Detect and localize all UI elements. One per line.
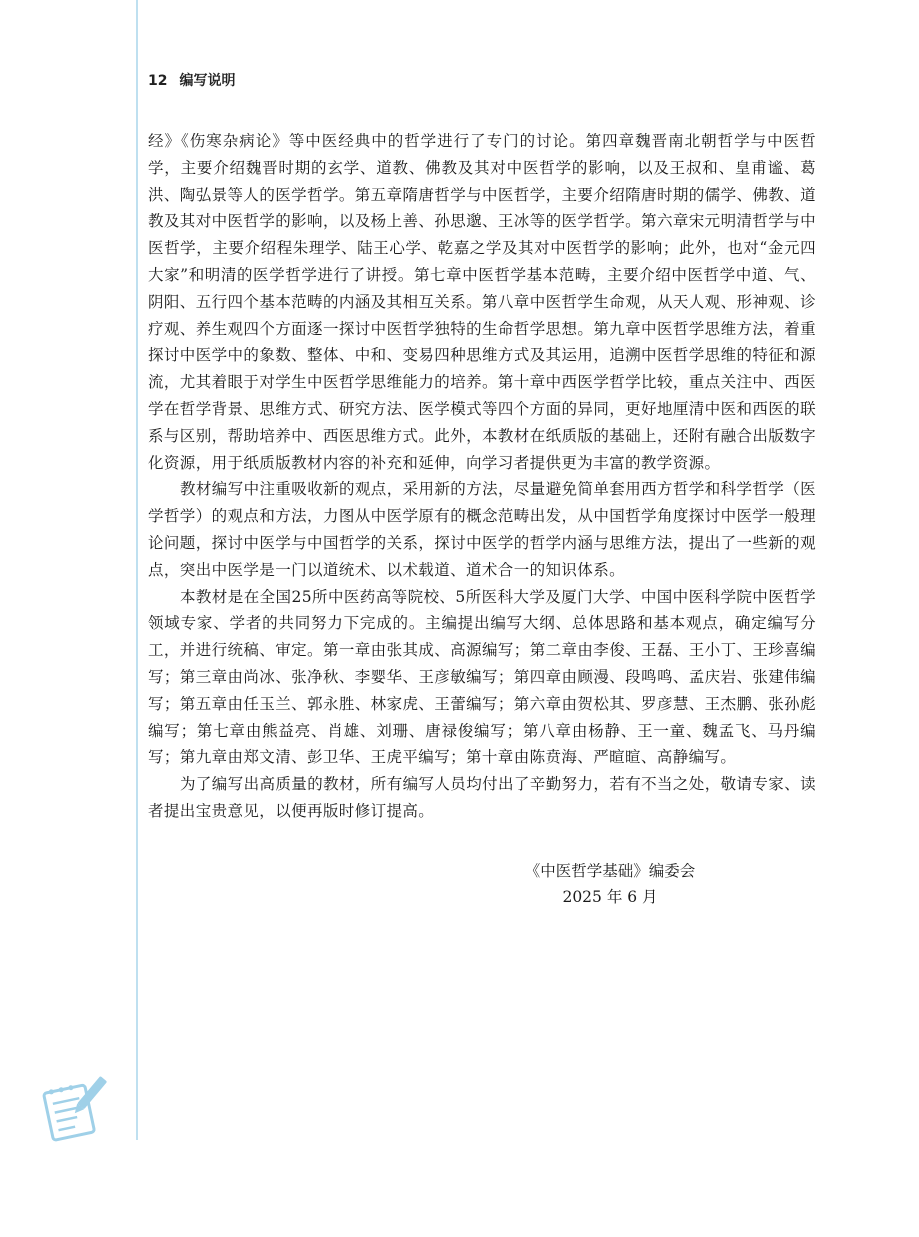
section-title: 编写说明	[179, 73, 236, 89]
paragraph-closing: 为了编写出高质量的教材，所有编写人员均付出了辛勤努力，若有不当之处，敬请专家、读者提出宝贵意见，以便再版时修订提高。	[148, 775, 817, 820]
page-number: 12	[148, 73, 168, 89]
signature-block	[500, 858, 720, 910]
body-text	[148, 128, 816, 825]
margin-rule	[136, 0, 138, 1140]
paragraph-continued: 经》《伤寒杂病论》等中医经典中的哲学进行了专门的讨论。第四章魏晋南北朝哲学与中医哲学，主要介绍魏晋时期的玄学、道教、佛教及其对中医哲学的影响，以及王叔和、皇甫谧、葛洪、陶弘景等人的医学哲学。第五章隋唐哲学与中医哲学，主要介绍隋唐时期的儒学、佛教、道教及其对中医哲学的影响，以及杨上善、孙思邈、王冰等的医学哲学。第六章宋元明清哲学与中医哲学，主要介绍程朱理学、陆王心学、乾嘉之学及其对中医哲学的影响；此外，也对“金元四大家”和明清的医学哲学进行了讲授。第七章中医哲学基本范畴，主要介绍中医哲学中道、气、阴阳、五行四个基本范畴的内涵及其相互关系。第八章中医哲学生命观，从天人观、形神观、诊疗观、养生观四个方面逐一探讨中医哲学独特的生命哲学思想。第九章中医哲学思维方法，着重探讨中医学中的象数、整体、中和、变易四种思维方式及其运用，追溯中医哲学思维的特征和源流，尤其着眼于对学生中医哲学思维能力的培养。第十章中西医学哲学比较，重点关注中、西医学在哲学背景、思维方式、研究方法、医学模式等四个方面的异同，更好地厘清中医和西医的联系与区别，帮助培养中、西医思维方式。此外，本教材在纸质版的基础上，还附有融合出版数字化资源，用于纸质版教材内容的补充和延伸，向学习者提供更为丰富的教学资源。	[148, 132, 816, 472]
editorial-committee: 《中医哲学基础》编委会	[524, 862, 696, 880]
running-header	[148, 70, 235, 90]
signature-date: 2025 年 6 月	[562, 888, 658, 906]
paragraph-methodology: 教材编写中注重吸收新的观点，采用新的方法，尽量避免简单套用西方哲学和科学哲学（医学哲学）的观点和方法，力图从中医学原有的概念范畴出发，从中国哲学角度探讨中医学一般理论问题，探讨中医学与中国哲学的关系，探讨中医学的哲学内涵与思维方法，提出了一些新的观点，突出中医学是一门以道统术、以术载道、道术合一的知识体系。	[148, 480, 817, 579]
notebook-pencil-icon	[38, 1072, 110, 1144]
paragraph-contributors: 本教材是在全国25所中医药高等院校、5所医科大学及厦门大学、中国中医科学院中医哲学领域专家、学者的共同努力下完成的。主编提出编写大纲、总体思路和基本观点，确定编写分工，并进行统稿、审定。第一章由张其成、高源编写；第二章由李俊、王磊、王小丁、王珍喜编写；第三章由尚冰、张净秋、李婴华、王彦敏编写；第四章由顾漫、段鸣鸣、孟庆岩、张建伟编写；第五章由任玉兰、郭永胜、林家虎、王蕾编写；第六章由贺松其、罗彦慧、王杰鹏、张孙彪编写；第七章由熊益亮、肖雄、刘珊、唐禄俊编写；第八章由杨静、王一童、魏孟飞、马丹编写；第九章由郑文清、彭卫华、王虎平编写；第十章由陈贲海、严暄暄、高静编写。	[148, 587, 816, 767]
